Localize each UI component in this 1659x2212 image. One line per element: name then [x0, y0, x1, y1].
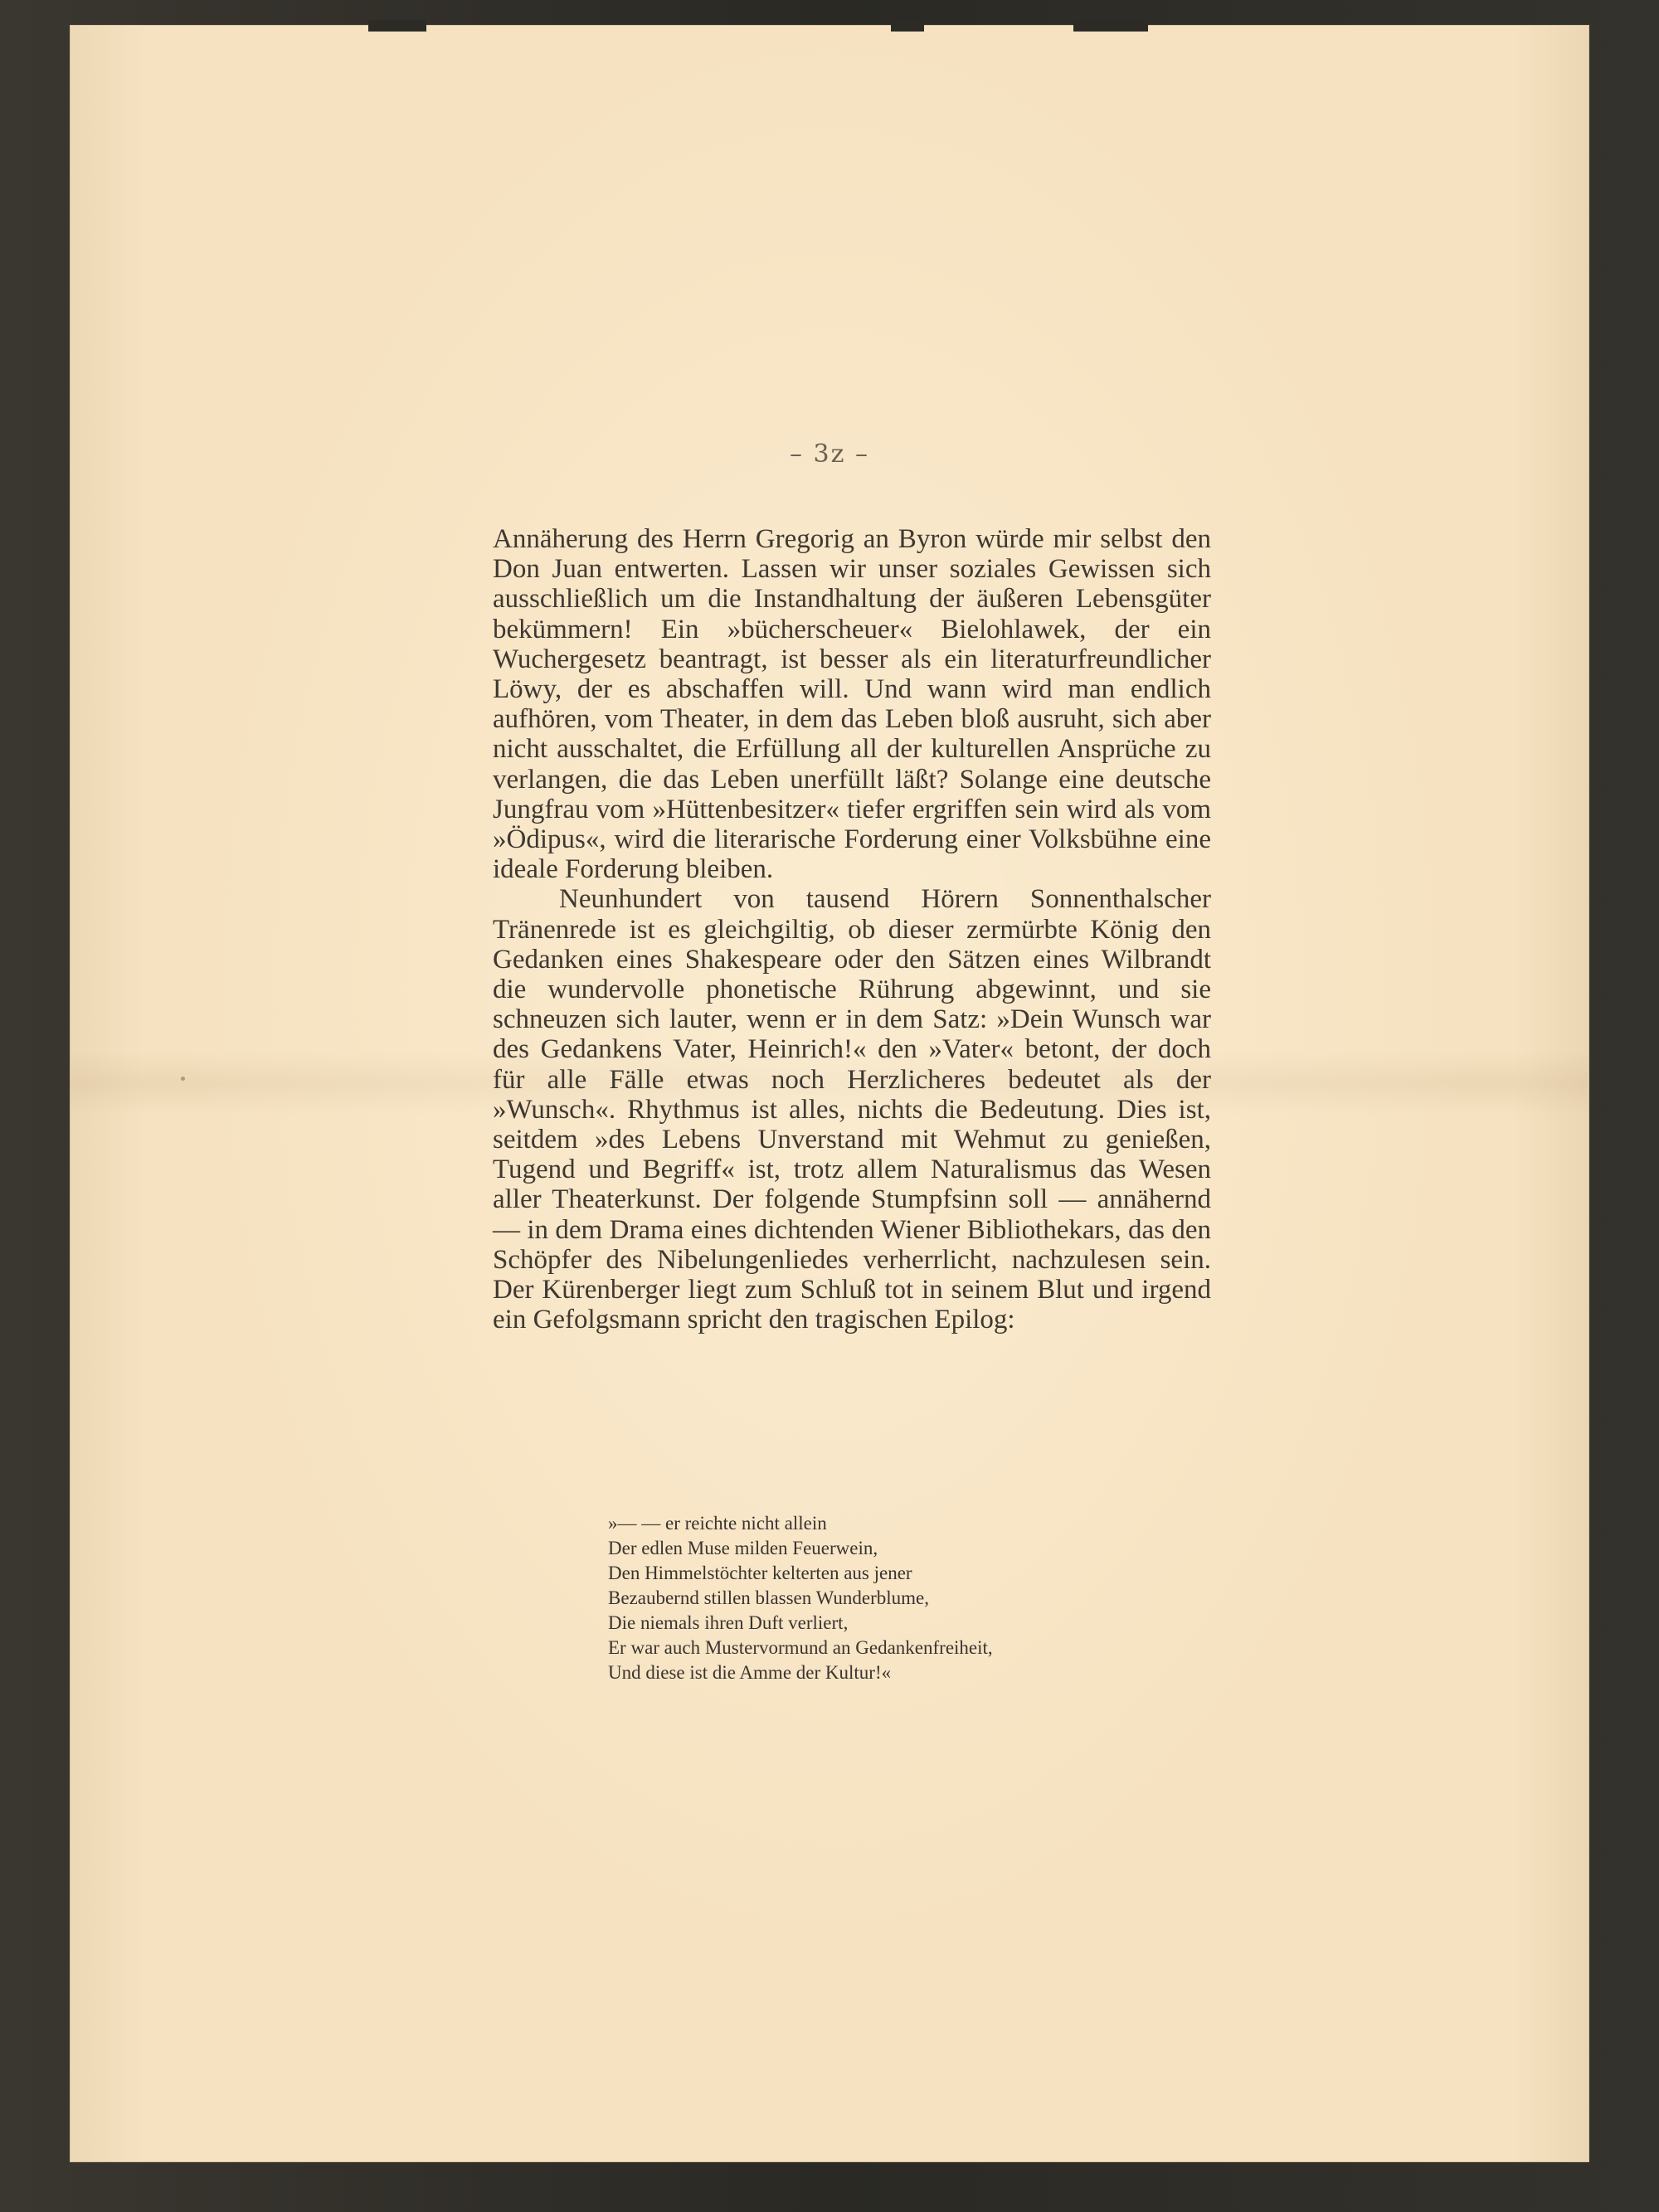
verse-line: Der edlen Muse milden Feuerwein, [608, 1538, 878, 1558]
verse-line: Die niemals ihren Duft verliert, [608, 1612, 849, 1633]
quoted-verse [608, 1511, 1172, 1685]
torn-edge [368, 20, 426, 32]
torn-edge [891, 20, 924, 32]
verse-line: Den Himmelstöchter kelterten aus jener [608, 1563, 912, 1583]
paragraph: Annäherung des Herrn Gregorig an Byron würde mir selbst den Don Juan entwerten. Lassen wir unser soziales Gewissen sich ausschließlich um die Instandhaltung der äußeren Lebensgüter bekümmern! Ein »bücherscheuer« Bielohlawek, der ein Wuchergesetz beantragt, ist besser als ein literaturfreundlicher Löwy, der es abschaffen will. Und wann wird man endlich aufhören, vom Theater, in dem das Leben bloß ausruht, sich aber nicht ausschaltet, die Erfüllung all der kulturellen Ansprüche zu verlangen, die das Leben unerfüllt läßt? Solange eine deutsche Jungfrau vom »Hüttenbesitzer« tiefer ergriffen sein wird als vom »Ödipus«, wird die literarische Forderung einer Volksbühne eine ideale Forderung bleiben. [493, 524, 1211, 885]
verse-line: »— — er reichte nicht allein [608, 1513, 827, 1534]
paper-speck [181, 1077, 185, 1081]
torn-edge [1073, 20, 1148, 32]
page-number: – 3z – [790, 440, 869, 469]
verse-line: Und diese ist die Amme der Kultur!« [608, 1662, 892, 1683]
paragraph: Neunhundert von tausend Hörern Sonnenthalscher Tränenrede ist es gleichgiltig, ob dieser zermürbte König den Gedanken eines Shakespeare oder den Sätzen eines Wilbrandt die wundervolle phonetische Rührung abgewinnt, und sie schneuzen sich lauter, wenn er in dem Satz: »Dein Wunsch war des Gedankens Vater, Heinrich!« den »Vater« betont, der doch für alle Fälle etwas noch Herzlicheres bedeutet als der »Wunsch«. Rhythmus ist alles, nichts die Bedeutung. Dies ist, seitdem »des Lebens Unverstand mit Wehmut zu genießen, Tugend und Begriff« ist, trotz allem Naturalismus das Wesen aller Theaterkunst. Der folgende Stumpfsinn soll — annähernd — in dem Drama eines dichtenden Wiener Bibliothekars, das den Schöpfer des Nibelungenliedes verherrlicht, nachzulesen sein. Der Kürenberger liegt zum Schluß tot in seinem Blut und irgend ein Gefolgsmann spricht den tragischen Epilog: [493, 884, 1211, 1335]
verse-line: Bezaubernd stillen blassen Wunderblume, [608, 1587, 929, 1608]
verse-line: Er war auch Mustervormund an Gedankenfreiheit, [608, 1637, 993, 1658]
body-text [493, 524, 1211, 1334]
